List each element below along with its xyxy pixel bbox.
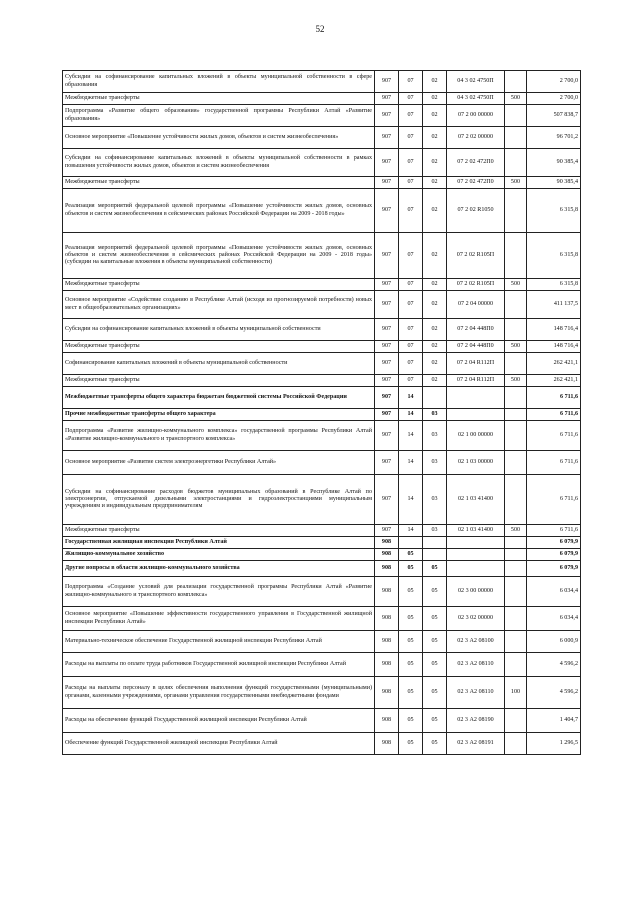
row-sum: 6 711,6 bbox=[527, 451, 581, 475]
row-name: Субсидии на софинансирование расходов бюджетов муниципальных образований в Республике Алтай по электроэнергии, отпускаемой дизельными электростанциями и гидроэлектростанциями муниципальным учреждениям и индивидуальным предпринимателям bbox=[63, 475, 375, 525]
row-subsection: 03 bbox=[423, 409, 447, 421]
row-vr bbox=[505, 549, 527, 561]
row-section: 07 bbox=[399, 291, 423, 319]
table-row bbox=[63, 279, 581, 291]
row-code: 908 bbox=[375, 653, 399, 677]
row-name: Основное мероприятие «Развитие систем электроэнергетики Республики Алтай» bbox=[63, 451, 375, 475]
row-vr bbox=[505, 733, 527, 755]
row-vr: 500 bbox=[505, 93, 527, 105]
row-target: 04 3 02 4750П bbox=[447, 71, 505, 93]
row-vr bbox=[505, 387, 527, 409]
row-code: 908 bbox=[375, 577, 399, 607]
row-subsection: 03 bbox=[423, 451, 447, 475]
row-target: 07 2 02 472П0 bbox=[447, 177, 505, 189]
row-section: 07 bbox=[399, 233, 423, 279]
row-name: Обеспечение функций Государственной жилищной инспекции Республики Алтай bbox=[63, 733, 375, 755]
row-vr: 100 bbox=[505, 677, 527, 709]
row-name: Жилищно-коммунальное хозяйство bbox=[63, 549, 375, 561]
row-target: 02 3 00 00000 bbox=[447, 577, 505, 607]
row-sum: 6 034,4 bbox=[527, 577, 581, 607]
row-subsection: 05 bbox=[423, 733, 447, 755]
row-sum: 148 716,4 bbox=[527, 319, 581, 341]
row-sum: 2 700,0 bbox=[527, 93, 581, 105]
row-sum: 90 385,4 bbox=[527, 149, 581, 177]
row-name: Другие вопросы в области жилищно-коммунального хозяйства bbox=[63, 561, 375, 577]
row-vr bbox=[505, 105, 527, 127]
row-code: 907 bbox=[375, 387, 399, 409]
row-section: 05 bbox=[399, 631, 423, 653]
row-subsection: 05 bbox=[423, 709, 447, 733]
row-vr bbox=[505, 451, 527, 475]
row-section: 14 bbox=[399, 475, 423, 525]
row-name: Субсидии на софинансирование капитальных вложений в объекты муниципальной собственности в сфере образования bbox=[63, 71, 375, 93]
row-code: 908 bbox=[375, 537, 399, 549]
row-name: Основное мероприятие «Повышение устойчивости жилых домов, объектов и систем жизнеобеспечения» bbox=[63, 127, 375, 149]
row-code: 907 bbox=[375, 177, 399, 189]
row-sum: 6 711,6 bbox=[527, 421, 581, 451]
table-row bbox=[63, 607, 581, 631]
row-code: 907 bbox=[375, 93, 399, 105]
table-row bbox=[63, 631, 581, 653]
row-target: 02 3 А2 08191 bbox=[447, 733, 505, 755]
row-target: 02 3 А2 08110 bbox=[447, 677, 505, 709]
row-target: 02 3 А2 08190 bbox=[447, 709, 505, 733]
row-name: Материально-техническое обеспечение Государственной жилищной инспекции Республики Алтай bbox=[63, 631, 375, 653]
row-name: Основное мероприятие «Содействие созданию в Республике Алтай (исходя из прогнозируемой потребности) новых мест в общеобразовательных организациях» bbox=[63, 291, 375, 319]
row-name: Межбюджетные трансферты bbox=[63, 341, 375, 353]
row-target: 04 3 02 4750П bbox=[447, 93, 505, 105]
table-row bbox=[63, 409, 581, 421]
table-row bbox=[63, 291, 581, 319]
row-subsection: 02 bbox=[423, 71, 447, 93]
row-vr bbox=[505, 653, 527, 677]
row-name: Прочие межбюджетные трансферты общего характера bbox=[63, 409, 375, 421]
row-name: Субсидии на софинансирование капитальных вложений в объекты муниципальной собственности bbox=[63, 319, 375, 341]
budget-table bbox=[62, 70, 581, 755]
row-vr bbox=[505, 71, 527, 93]
table-row bbox=[63, 149, 581, 177]
row-target: 02 3 02 00000 bbox=[447, 607, 505, 631]
row-code: 908 bbox=[375, 733, 399, 755]
row-vr bbox=[505, 537, 527, 549]
row-sum: 6 079,9 bbox=[527, 549, 581, 561]
row-section bbox=[399, 537, 423, 549]
row-vr bbox=[505, 149, 527, 177]
row-sum: 1 404,7 bbox=[527, 709, 581, 733]
row-vr bbox=[505, 577, 527, 607]
row-vr: 500 bbox=[505, 525, 527, 537]
row-section: 05 bbox=[399, 561, 423, 577]
row-code: 907 bbox=[375, 279, 399, 291]
page-number: 52 bbox=[315, 24, 325, 34]
row-code: 908 bbox=[375, 607, 399, 631]
row-vr: 500 bbox=[505, 279, 527, 291]
row-sum: 6 711,6 bbox=[527, 387, 581, 409]
row-vr bbox=[505, 409, 527, 421]
row-section: 14 bbox=[399, 525, 423, 537]
row-vr bbox=[505, 189, 527, 233]
row-code: 908 bbox=[375, 631, 399, 653]
row-subsection: 05 bbox=[423, 607, 447, 631]
row-sum: 1 296,5 bbox=[527, 733, 581, 755]
row-target bbox=[447, 387, 505, 409]
table-row bbox=[63, 233, 581, 279]
row-name: Межбюджетные трансферты общего характера бюджетам бюджетной системы Российской Федерации bbox=[63, 387, 375, 409]
row-code: 908 bbox=[375, 677, 399, 709]
row-target bbox=[447, 537, 505, 549]
table-row bbox=[63, 353, 581, 375]
row-name: Расходы на обеспечение функций Государственной жилищной инспекции Республики Алтай bbox=[63, 709, 375, 733]
row-code: 907 bbox=[375, 375, 399, 387]
row-target: 07 2 04 00000 bbox=[447, 291, 505, 319]
row-code: 907 bbox=[375, 189, 399, 233]
row-name: Реализация мероприятий федеральной целевой программы «Повышение устойчивости жилых домов, основных объектов и систем жизнеобеспечения в сейсмических районах Российской Федерации на 2009 - 2018 годы» (субсидии на капитальные вложения в объекты муниципальной собственности) bbox=[63, 233, 375, 279]
row-target: 07 2 00 00000 bbox=[447, 105, 505, 127]
table-row bbox=[63, 561, 581, 577]
row-name: Расходы на выплаты по оплате труда работников Государственной жилищной инспекции Республики Алтай bbox=[63, 653, 375, 677]
row-section: 07 bbox=[399, 149, 423, 177]
row-subsection: 05 bbox=[423, 561, 447, 577]
row-vr bbox=[505, 353, 527, 375]
row-section: 14 bbox=[399, 409, 423, 421]
row-section: 14 bbox=[399, 387, 423, 409]
row-subsection: 03 bbox=[423, 525, 447, 537]
table-row bbox=[63, 93, 581, 105]
table-row bbox=[63, 319, 581, 341]
row-section: 05 bbox=[399, 733, 423, 755]
row-target: 02 1 00 00000 bbox=[447, 421, 505, 451]
row-target: 02 3 А2 08110 bbox=[447, 653, 505, 677]
budget-table-body bbox=[63, 71, 581, 755]
row-section: 05 bbox=[399, 653, 423, 677]
row-target bbox=[447, 561, 505, 577]
row-code: 907 bbox=[375, 233, 399, 279]
row-target bbox=[447, 549, 505, 561]
row-code: 907 bbox=[375, 291, 399, 319]
row-section: 07 bbox=[399, 189, 423, 233]
row-code: 907 bbox=[375, 105, 399, 127]
row-subsection: 02 bbox=[423, 279, 447, 291]
row-subsection: 05 bbox=[423, 677, 447, 709]
row-code: 907 bbox=[375, 525, 399, 537]
row-name: Межбюджетные трансферты bbox=[63, 93, 375, 105]
row-section: 07 bbox=[399, 71, 423, 93]
row-code: 907 bbox=[375, 341, 399, 353]
row-section: 05 bbox=[399, 709, 423, 733]
row-name: Подпрограмма «Развитие жилищно-коммунального комплекса» государственной программы Республики Алтай «Развитие жилищно-коммунального и транспортного комплекса» bbox=[63, 421, 375, 451]
table-row bbox=[63, 653, 581, 677]
row-code: 907 bbox=[375, 71, 399, 93]
row-target: 07 2 02 R105П bbox=[447, 233, 505, 279]
table-row bbox=[63, 127, 581, 149]
row-vr: 500 bbox=[505, 375, 527, 387]
row-code: 907 bbox=[375, 475, 399, 525]
table-row bbox=[63, 375, 581, 387]
row-sum: 6 315,8 bbox=[527, 233, 581, 279]
row-section: 07 bbox=[399, 105, 423, 127]
row-code: 908 bbox=[375, 549, 399, 561]
row-target: 02 1 03 00000 bbox=[447, 451, 505, 475]
row-subsection: 02 bbox=[423, 375, 447, 387]
row-code: 907 bbox=[375, 149, 399, 177]
row-sum: 6 079,9 bbox=[527, 537, 581, 549]
row-code: 907 bbox=[375, 409, 399, 421]
row-code: 907 bbox=[375, 127, 399, 149]
row-section: 07 bbox=[399, 127, 423, 149]
row-subsection: 03 bbox=[423, 475, 447, 525]
table-row bbox=[63, 189, 581, 233]
row-vr: 500 bbox=[505, 341, 527, 353]
row-section: 07 bbox=[399, 279, 423, 291]
row-sum: 6 079,9 bbox=[527, 561, 581, 577]
row-sum: 90 385,4 bbox=[527, 177, 581, 189]
row-sum: 6 000,9 bbox=[527, 631, 581, 653]
row-name: Реализация мероприятий федеральной целевой программы «Повышение устойчивости жилых домов, основных объектов и систем жизнеобеспечения в сейсмических районах Российской Федерации на 2009 - 2018 годы» bbox=[63, 189, 375, 233]
row-name: Межбюджетные трансферты bbox=[63, 525, 375, 537]
row-target: 07 2 04 448П0 bbox=[447, 319, 505, 341]
table-row bbox=[63, 549, 581, 561]
row-sum: 262 421,1 bbox=[527, 375, 581, 387]
row-sum: 6 711,6 bbox=[527, 409, 581, 421]
row-subsection: 03 bbox=[423, 421, 447, 451]
table-row bbox=[63, 577, 581, 607]
row-section: 07 bbox=[399, 341, 423, 353]
row-sum: 4 596,2 bbox=[527, 653, 581, 677]
row-vr bbox=[505, 709, 527, 733]
row-target: 07 2 04 R112П bbox=[447, 375, 505, 387]
row-target: 02 3 А2 08100 bbox=[447, 631, 505, 653]
row-section: 07 bbox=[399, 375, 423, 387]
row-name: Расходы на выплаты персоналу в целях обеспечения выполнения функций государственными (муниципальными) органами, казенными учреждениями, органами управления государственными внебюджетными фондами bbox=[63, 677, 375, 709]
table-row bbox=[63, 71, 581, 93]
row-section: 05 bbox=[399, 577, 423, 607]
row-section: 07 bbox=[399, 319, 423, 341]
row-target: 02 1 03 41400 bbox=[447, 525, 505, 537]
table-row bbox=[63, 387, 581, 409]
row-vr bbox=[505, 607, 527, 631]
row-name: Государственная жилищная инспекция Республики Алтай bbox=[63, 537, 375, 549]
row-vr: 500 bbox=[505, 177, 527, 189]
row-subsection bbox=[423, 387, 447, 409]
table-row bbox=[63, 451, 581, 475]
row-sum: 148 716,4 bbox=[527, 341, 581, 353]
row-vr bbox=[505, 561, 527, 577]
row-code: 907 bbox=[375, 421, 399, 451]
row-subsection: 02 bbox=[423, 291, 447, 319]
row-code: 907 bbox=[375, 353, 399, 375]
row-subsection: 02 bbox=[423, 127, 447, 149]
row-section: 14 bbox=[399, 421, 423, 451]
row-subsection: 02 bbox=[423, 233, 447, 279]
row-code: 908 bbox=[375, 709, 399, 733]
row-target: 07 2 02 R1050 bbox=[447, 189, 505, 233]
row-sum: 6 315,8 bbox=[527, 189, 581, 233]
row-subsection: 05 bbox=[423, 577, 447, 607]
row-sum: 96 701,2 bbox=[527, 127, 581, 149]
row-code: 907 bbox=[375, 319, 399, 341]
row-sum: 507 838,7 bbox=[527, 105, 581, 127]
row-subsection: 02 bbox=[423, 177, 447, 189]
row-target: 07 2 04 R112П bbox=[447, 353, 505, 375]
row-name: Подпрограмма «Создание условий для реализации государственной программы Республики Алтай «Развитие жилищно-коммунального и транспортного комплекса» bbox=[63, 577, 375, 607]
row-section: 14 bbox=[399, 451, 423, 475]
row-vr bbox=[505, 233, 527, 279]
row-subsection: 05 bbox=[423, 631, 447, 653]
row-subsection: 02 bbox=[423, 149, 447, 177]
row-subsection bbox=[423, 537, 447, 549]
row-name: Межбюджетные трансферты bbox=[63, 177, 375, 189]
row-section: 05 bbox=[399, 677, 423, 709]
table-row bbox=[63, 341, 581, 353]
table-row bbox=[63, 177, 581, 189]
table-row bbox=[63, 733, 581, 755]
table-row bbox=[63, 475, 581, 525]
row-vr bbox=[505, 319, 527, 341]
table-row bbox=[63, 525, 581, 537]
row-vr bbox=[505, 421, 527, 451]
row-name: Межбюджетные трансферты bbox=[63, 279, 375, 291]
row-target: 07 2 02 472П0 bbox=[447, 149, 505, 177]
row-code: 908 bbox=[375, 561, 399, 577]
row-target: 07 2 02 00000 bbox=[447, 127, 505, 149]
table-row bbox=[63, 677, 581, 709]
row-sum: 262 421,1 bbox=[527, 353, 581, 375]
row-sum: 6 711,6 bbox=[527, 475, 581, 525]
row-subsection: 02 bbox=[423, 319, 447, 341]
row-name: Субсидии на софинансирование капитальных вложений в объекты муниципальной собственности в рамках повышения устойчивости жилых домов, объектов и систем жизнеобеспечения bbox=[63, 149, 375, 177]
row-vr bbox=[505, 291, 527, 319]
row-subsection: 05 bbox=[423, 653, 447, 677]
table-row bbox=[63, 537, 581, 549]
row-sum: 4 596,2 bbox=[527, 677, 581, 709]
table-row bbox=[63, 105, 581, 127]
row-section: 05 bbox=[399, 607, 423, 631]
row-subsection: 02 bbox=[423, 93, 447, 105]
row-sum: 6 034,4 bbox=[527, 607, 581, 631]
row-section: 07 bbox=[399, 93, 423, 105]
row-vr bbox=[505, 475, 527, 525]
row-name: Подпрограмма «Развитие общего образования» государственной программы Республики Алтай «Развитие образования» bbox=[63, 105, 375, 127]
row-name: Софинансирование капитальных вложений в объекты муниципальной собственности bbox=[63, 353, 375, 375]
row-section: 07 bbox=[399, 353, 423, 375]
row-subsection: 02 bbox=[423, 353, 447, 375]
row-code: 907 bbox=[375, 451, 399, 475]
table-row bbox=[63, 709, 581, 733]
row-target: 02 1 03 41400 bbox=[447, 475, 505, 525]
row-target bbox=[447, 409, 505, 421]
row-subsection: 02 bbox=[423, 341, 447, 353]
row-sum: 6 711,6 bbox=[527, 525, 581, 537]
row-section: 05 bbox=[399, 549, 423, 561]
row-subsection: 02 bbox=[423, 105, 447, 127]
row-section: 07 bbox=[399, 177, 423, 189]
row-sum: 2 700,0 bbox=[527, 71, 581, 93]
row-subsection: 02 bbox=[423, 189, 447, 233]
row-sum: 411 137,5 bbox=[527, 291, 581, 319]
row-vr bbox=[505, 127, 527, 149]
row-vr bbox=[505, 631, 527, 653]
table-row bbox=[63, 421, 581, 451]
row-target: 07 2 02 R105П bbox=[447, 279, 505, 291]
row-name: Основное мероприятие «Повышение эффективности государственного управления в Государственной жилищной инспекции Республики Алтай» bbox=[63, 607, 375, 631]
row-sum: 6 315,8 bbox=[527, 279, 581, 291]
row-target: 07 2 04 448П0 bbox=[447, 341, 505, 353]
row-name: Межбюджетные трансферты bbox=[63, 375, 375, 387]
row-subsection bbox=[423, 549, 447, 561]
